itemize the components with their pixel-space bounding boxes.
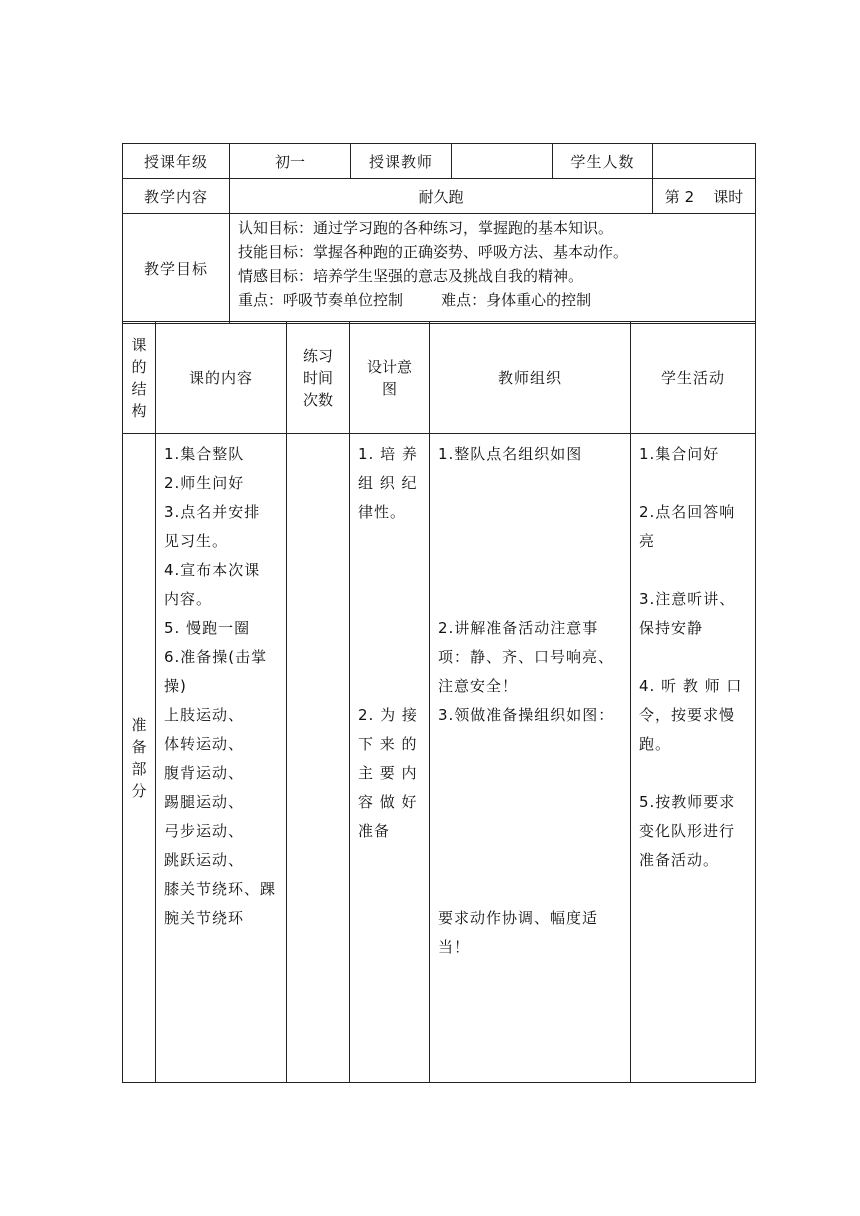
section-intent xyxy=(350,434,430,1083)
content-line: 跳跃运动、 xyxy=(164,851,245,869)
content-line: 膝关节绕环、踝 xyxy=(164,880,277,898)
blank-line xyxy=(438,556,624,585)
content-line: 6.准备操(击掌 xyxy=(164,648,268,666)
intent-line: 律性。 xyxy=(358,503,407,521)
objectives-label: 教学目标 xyxy=(123,214,230,324)
blank-line xyxy=(639,469,749,498)
teacher-value xyxy=(452,144,553,179)
section-name-char: 准 xyxy=(131,716,147,734)
student-line: 5.按教师要求 xyxy=(639,793,736,811)
blank-line xyxy=(438,788,624,817)
blank-line xyxy=(438,875,624,904)
section-time xyxy=(287,434,350,1083)
content-line: 弓步运动、 xyxy=(164,822,245,840)
content-line: 体转运动、 xyxy=(164,735,245,753)
teacher-label: 授课教师 xyxy=(351,144,452,179)
content-label: 教学内容 xyxy=(123,179,230,214)
section-name-char: 部 xyxy=(131,760,147,778)
content-line: 见习生。 xyxy=(164,532,229,550)
time-header-line: 时间 xyxy=(302,368,333,387)
teacher-line: 要求动作协调、幅度适 xyxy=(438,909,599,927)
structure-header-char: 的 xyxy=(131,357,147,376)
content-value: 耐久跑 xyxy=(230,179,653,214)
intent-line: 1. 培 养 xyxy=(358,445,418,463)
blank-line xyxy=(438,585,624,614)
structure-header-char: 课 xyxy=(131,335,147,354)
section-student-activity xyxy=(631,434,756,1083)
objective-affective: 情感目标：培养学生坚强的意志及挑战自我的精神。 xyxy=(238,267,584,285)
intent-line: 准备 xyxy=(358,822,391,840)
content-line: 操) xyxy=(164,677,187,695)
intent-line: 下 来 的 xyxy=(358,735,418,753)
content-line: 1.集合整队 xyxy=(164,445,245,463)
section-name-char: 分 xyxy=(131,782,147,800)
blank-line xyxy=(438,846,624,875)
teacher-line: 2.讲解准备活动注意事 xyxy=(438,619,599,637)
intent-line: 主 要 内 xyxy=(358,764,418,782)
blank-line xyxy=(438,759,624,788)
content-header: 课的内容 xyxy=(156,322,287,434)
student-activity-header: 学生活动 xyxy=(631,322,756,434)
section-teacher-org xyxy=(430,434,631,1083)
blank-line xyxy=(358,585,423,614)
teacher-line: 项：静、齐、口号响亮、 xyxy=(438,648,615,666)
blank-line xyxy=(438,817,624,846)
student-line: 变化队形进行 xyxy=(639,822,736,840)
objective-cognitive: 认知目标：通过学习跑的各种练习，掌握跑的基本知识。 xyxy=(238,219,614,237)
lesson-number-prefix: 第 2 xyxy=(664,187,695,206)
lesson-header-table xyxy=(122,143,756,324)
time-header-line: 次数 xyxy=(302,390,333,409)
blank-line xyxy=(639,643,749,672)
intent-header xyxy=(350,322,430,434)
section-content xyxy=(156,434,287,1083)
blank-line xyxy=(438,469,624,498)
student-line: 准备活动。 xyxy=(639,851,720,869)
structure-header-char: 构 xyxy=(131,401,147,420)
teacher-line: 注意安全！ xyxy=(438,677,519,695)
lesson-number xyxy=(653,179,756,214)
grade-label: 授课年级 xyxy=(123,144,230,179)
blank-line xyxy=(639,759,749,788)
content-line: 5. 慢跑一圈 xyxy=(164,619,251,637)
intent-header-line: 设计意 xyxy=(366,357,412,376)
student-line: 4. 听 教 师 口 xyxy=(639,677,743,695)
blank-line xyxy=(358,556,423,585)
intent-line: 2. 为 接 xyxy=(358,706,418,724)
blank-line xyxy=(438,527,624,556)
section-name-char: 备 xyxy=(131,738,147,756)
content-line: 3.点名并安排 xyxy=(164,503,261,521)
blank-line xyxy=(438,498,624,527)
content-line: 4.宣布本次课 xyxy=(164,561,261,579)
teacher-org-header: 教师组织 xyxy=(430,322,631,434)
teacher-line: 1.整队点名组织如图 xyxy=(438,445,583,463)
lesson-number-suffix: 课时 xyxy=(713,187,744,206)
structure-header-char: 结 xyxy=(131,379,147,398)
content-line: 腹背运动、 xyxy=(164,764,245,782)
teacher-line: 3.领做准备操组织如图： xyxy=(438,706,615,724)
student-line: 亮 xyxy=(639,532,656,550)
blank-line xyxy=(358,614,423,643)
content-line: 踢腿运动、 xyxy=(164,793,245,811)
student-line: 令，按要求慢 xyxy=(639,706,736,724)
objective-skill: 技能目标：掌握各种跑的正确姿势、呼吸方法、基本动作。 xyxy=(238,243,629,261)
time-header-line: 练习 xyxy=(302,346,333,365)
time-header xyxy=(287,322,350,434)
objective-focus: 重点：呼吸节奏单位控制 难点：身体重心的控制 xyxy=(238,291,592,309)
teacher-line: 当！ xyxy=(438,938,471,956)
intent-line: 容 做 好 xyxy=(358,793,418,811)
blank-line xyxy=(358,643,423,672)
student-line: 跑。 xyxy=(639,735,672,753)
objectives-list xyxy=(230,214,756,324)
students-value xyxy=(653,144,756,179)
intent-header-line: 图 xyxy=(381,379,397,398)
student-line: 保持安静 xyxy=(639,619,704,637)
student-line: 2.点名回答响 xyxy=(639,503,736,521)
content-line: 上肢运动、 xyxy=(164,706,245,724)
student-line: 3.注意听讲、 xyxy=(639,590,736,608)
content-line: 内容。 xyxy=(164,590,213,608)
intent-line: 组 织 纪 xyxy=(358,474,418,492)
student-line: 1.集合问好 xyxy=(639,445,720,463)
blank-line xyxy=(639,556,749,585)
content-line: 2.师生问好 xyxy=(164,474,245,492)
grade-value: 初一 xyxy=(230,144,351,179)
structure-header xyxy=(123,322,156,434)
blank-line xyxy=(438,730,624,759)
lesson-plan-table xyxy=(122,321,756,1083)
blank-line xyxy=(358,672,423,701)
content-line: 腕关节绕环 xyxy=(164,909,245,927)
students-label: 学生人数 xyxy=(553,144,653,179)
section-name xyxy=(123,434,156,1083)
blank-line xyxy=(358,527,423,556)
